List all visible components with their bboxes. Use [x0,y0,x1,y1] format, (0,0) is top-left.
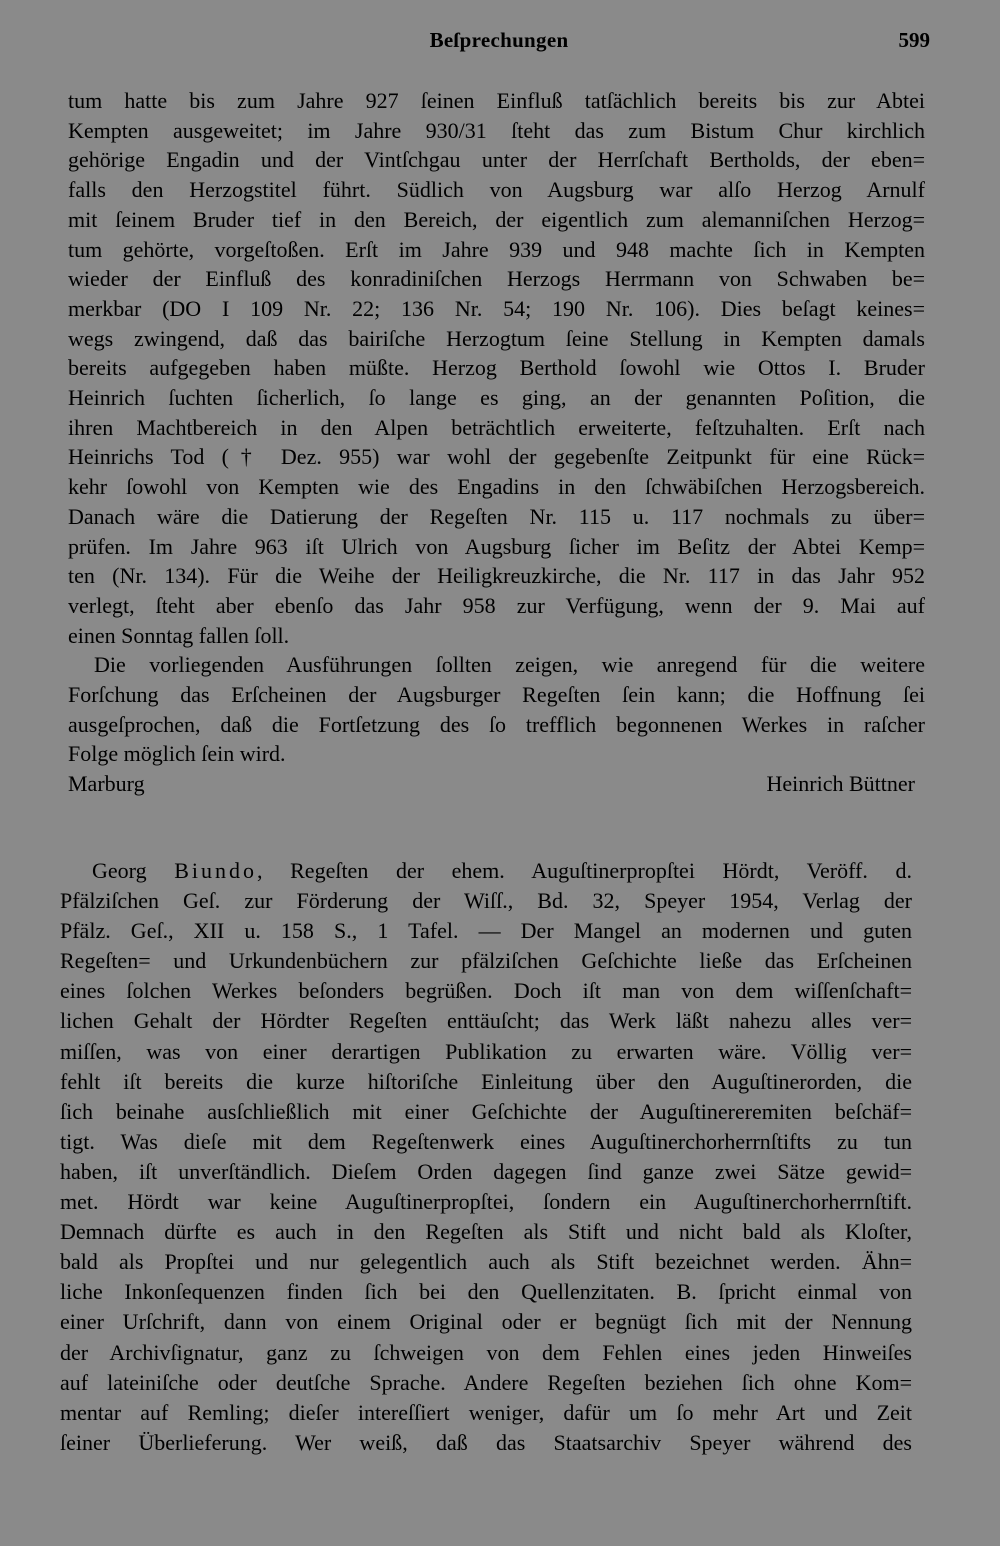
text-line: ihren Machtbereich in den Alpen beträchtlich erweiterte, feſtzuhalten. Erſt nach [68,414,925,440]
review-text [60,856,912,1458]
text-line: kehr ſowohl von Kempten wie des Engadins in den ſchwäbiſchen Herzogsbereich. [68,474,925,500]
text-line: ten (Nr. 134). Für die Weihe der Heiligkreuzkirche, die Nr. 117 in das Jahr 952 [68,563,925,589]
citation-line [60,856,912,886]
text-line: fehlt iſt bereits die kurze hiſtoriſche Einleitung über den Auguſtinerorden, die [60,1068,912,1094]
running-head [68,26,930,54]
text-line: Heinrichs Tod († Dez. 955) war wohl der gegebenſte Zeitpunkt für eine Rück= [68,444,925,470]
text-line: einer Urſchrift, dann von einem Original oder er begnügt ſich mit der Nennung [60,1309,912,1335]
citation-first-name: Georg [92,858,147,883]
text-line: Danach wäre die Datierung der Regeſten Nr. 115 u. 117 nochmals zu über= [68,503,925,529]
text-line: eines ſolchen Werkes beſonders begrüßen. Doch iſt man von dem wiſſenſchaft= [60,978,912,1004]
review-signature [68,769,925,799]
text-line: tigt. Was dieſe mit dem Regeſtenwerk eines Auguſtinerchorherrnſtifts zu tun [60,1128,912,1154]
text-line: bereits aufgegeben haben müßte. Herzog Berthold ſowohl wie Ottos I. Bruder [68,355,925,381]
reviewer-name: Heinrich Büttner [766,771,915,797]
text-line: Forſchung das Erſcheinen der Augsburger Regeſten ſein kann; die Hoffnung ſei [68,682,925,708]
text-line: tum hatte bis zum Jahre 927 ſeinen Einfluß tatſächlich bereits bis zur Abtei [68,88,925,113]
text-line: ſeiner Überlieferung. Wer weiß, daß das Staatsarchiv Speyer während des [60,1429,912,1455]
review-text-continued [68,86,925,799]
text-line: Die vorliegenden Ausführungen ſollten zeigen, wie anregend für die weitere [94,652,925,678]
text-line: liche Inkonſequenzen finden ſich bei den Quellenzitaten. B. ſpricht einmal von [60,1279,912,1305]
review-place: Marburg [68,771,145,797]
text-line: verlegt, ſteht aber ebenſo das Jahr 958 zur Verfügung, wenn der 9. Mai auf [68,592,925,618]
text-line: mit ſeinem Bruder tief in den Bereich, der eigentlich zum alemanniſchen Herzog= [68,206,925,232]
text-line: lichen Gehalt der Hördter Regeſten enttäuſcht; das Werk läßt nahezu alles ver= [60,1008,912,1034]
text-line: Demnach dürfte es auch in den Regeſten als Stift und nicht bald als Kloſter, [60,1219,912,1245]
text-line: der Archivſignatur, ganz zu ſchweigen von dem Fehlen eines jeden Hinweiſes [60,1339,912,1365]
text-line: ſich beinahe ausſchließlich mit einer Geſchichte der Auguſtinereremiten beſchäf= [60,1098,912,1124]
text-line: miſſen, was von einer derartigen Publikation zu erwarten wäre. Völlig ver= [60,1038,912,1064]
text-line: falls den Herzogstitel führt. Südlich von Augsburg war alſo Herzog Arnulf [68,177,925,203]
text-line: Pfälz. Geſ., XII u. 158 S., 1 Tafel. — Der Mangel an modernen und guten [60,918,912,944]
text-line: bald als Propſtei und nur gelegentlich auch als Stift bezeichnet werden. Ähn= [60,1249,912,1275]
text-line: Kempten ausgeweitet; im Jahre 930/31 ſteht das zum Bistum Chur kirchlich [68,117,925,143]
text-line: gehörige Engadin und der Vintſchgau unter der Herrſchaft Bertholds, der eben= [68,147,925,173]
text-line: merkbar (DO I 109 Nr. 22; 136 Nr. 54; 190 Nr. 106). Dies beſagt keines= [68,295,925,321]
text-line: auf lateiniſche oder deutſche Sprache. Andere Regeſten beziehen ſich ohne Kom= [60,1369,912,1395]
text-line: Regeſten= und Urkundenbüchern zur pfälziſchen Geſchichte ließe das Erſcheinen [60,948,912,974]
text-line: einen Sonntag fallen ſoll. [68,622,290,648]
text-line: prüfen. Im Jahre 963 iſt Ulrich von Augsburg ſicher im Beſitz der Abtei Kemp= [68,533,925,559]
citation-surname: Biundo [174,858,258,883]
text-line: haben, iſt unverſtändlich. Dieſem Orden dagegen ſind ganze zwei Sätze gewid= [60,1158,912,1184]
running-head-title: Beſprechungen [429,28,569,52]
text-line: tum gehörte, vorgeſtoßen. Erſt im Jahre 939 und 948 machte ſich in Kempten [68,236,925,262]
text-line: mentar auf Remling; dieſer intereſſiert weniger, dafür um ſo mehr Art und Zeit [60,1399,912,1425]
text-line: Pfälziſchen Geſ. zur Förderung der Wiſſ., Bd. 32, Speyer 1954, Verlag der [60,888,912,914]
text-line: wegs zwingend, daß das bairiſche Herzogtum ſeine Stellung in Kempten damals [68,325,925,351]
page-number: 599 [898,28,930,52]
text-line: Heinrich ſuchten ſicherlich, ſo lange es ging, an der genannten Poſition, die [68,385,925,411]
citation-title: , Regeſten der ehem. Auguſtinerpropſtei Hördt, Veröff. d. [257,858,912,883]
text-line: ausgeſprochen, daß die Fortſetzung des ſo trefflich begonnenen Werkes in raſcher [68,711,925,737]
text-line: Folge möglich ſein wird. [68,741,286,767]
text-line: met. Hördt war keine Auguſtinerpropſtei, ſondern ein Auguſtinerchorherrnſtift. [60,1189,912,1215]
text-line: wieder der Einfluß des konradiniſchen Herzogs Herrmann von Schwaben be= [68,266,925,292]
